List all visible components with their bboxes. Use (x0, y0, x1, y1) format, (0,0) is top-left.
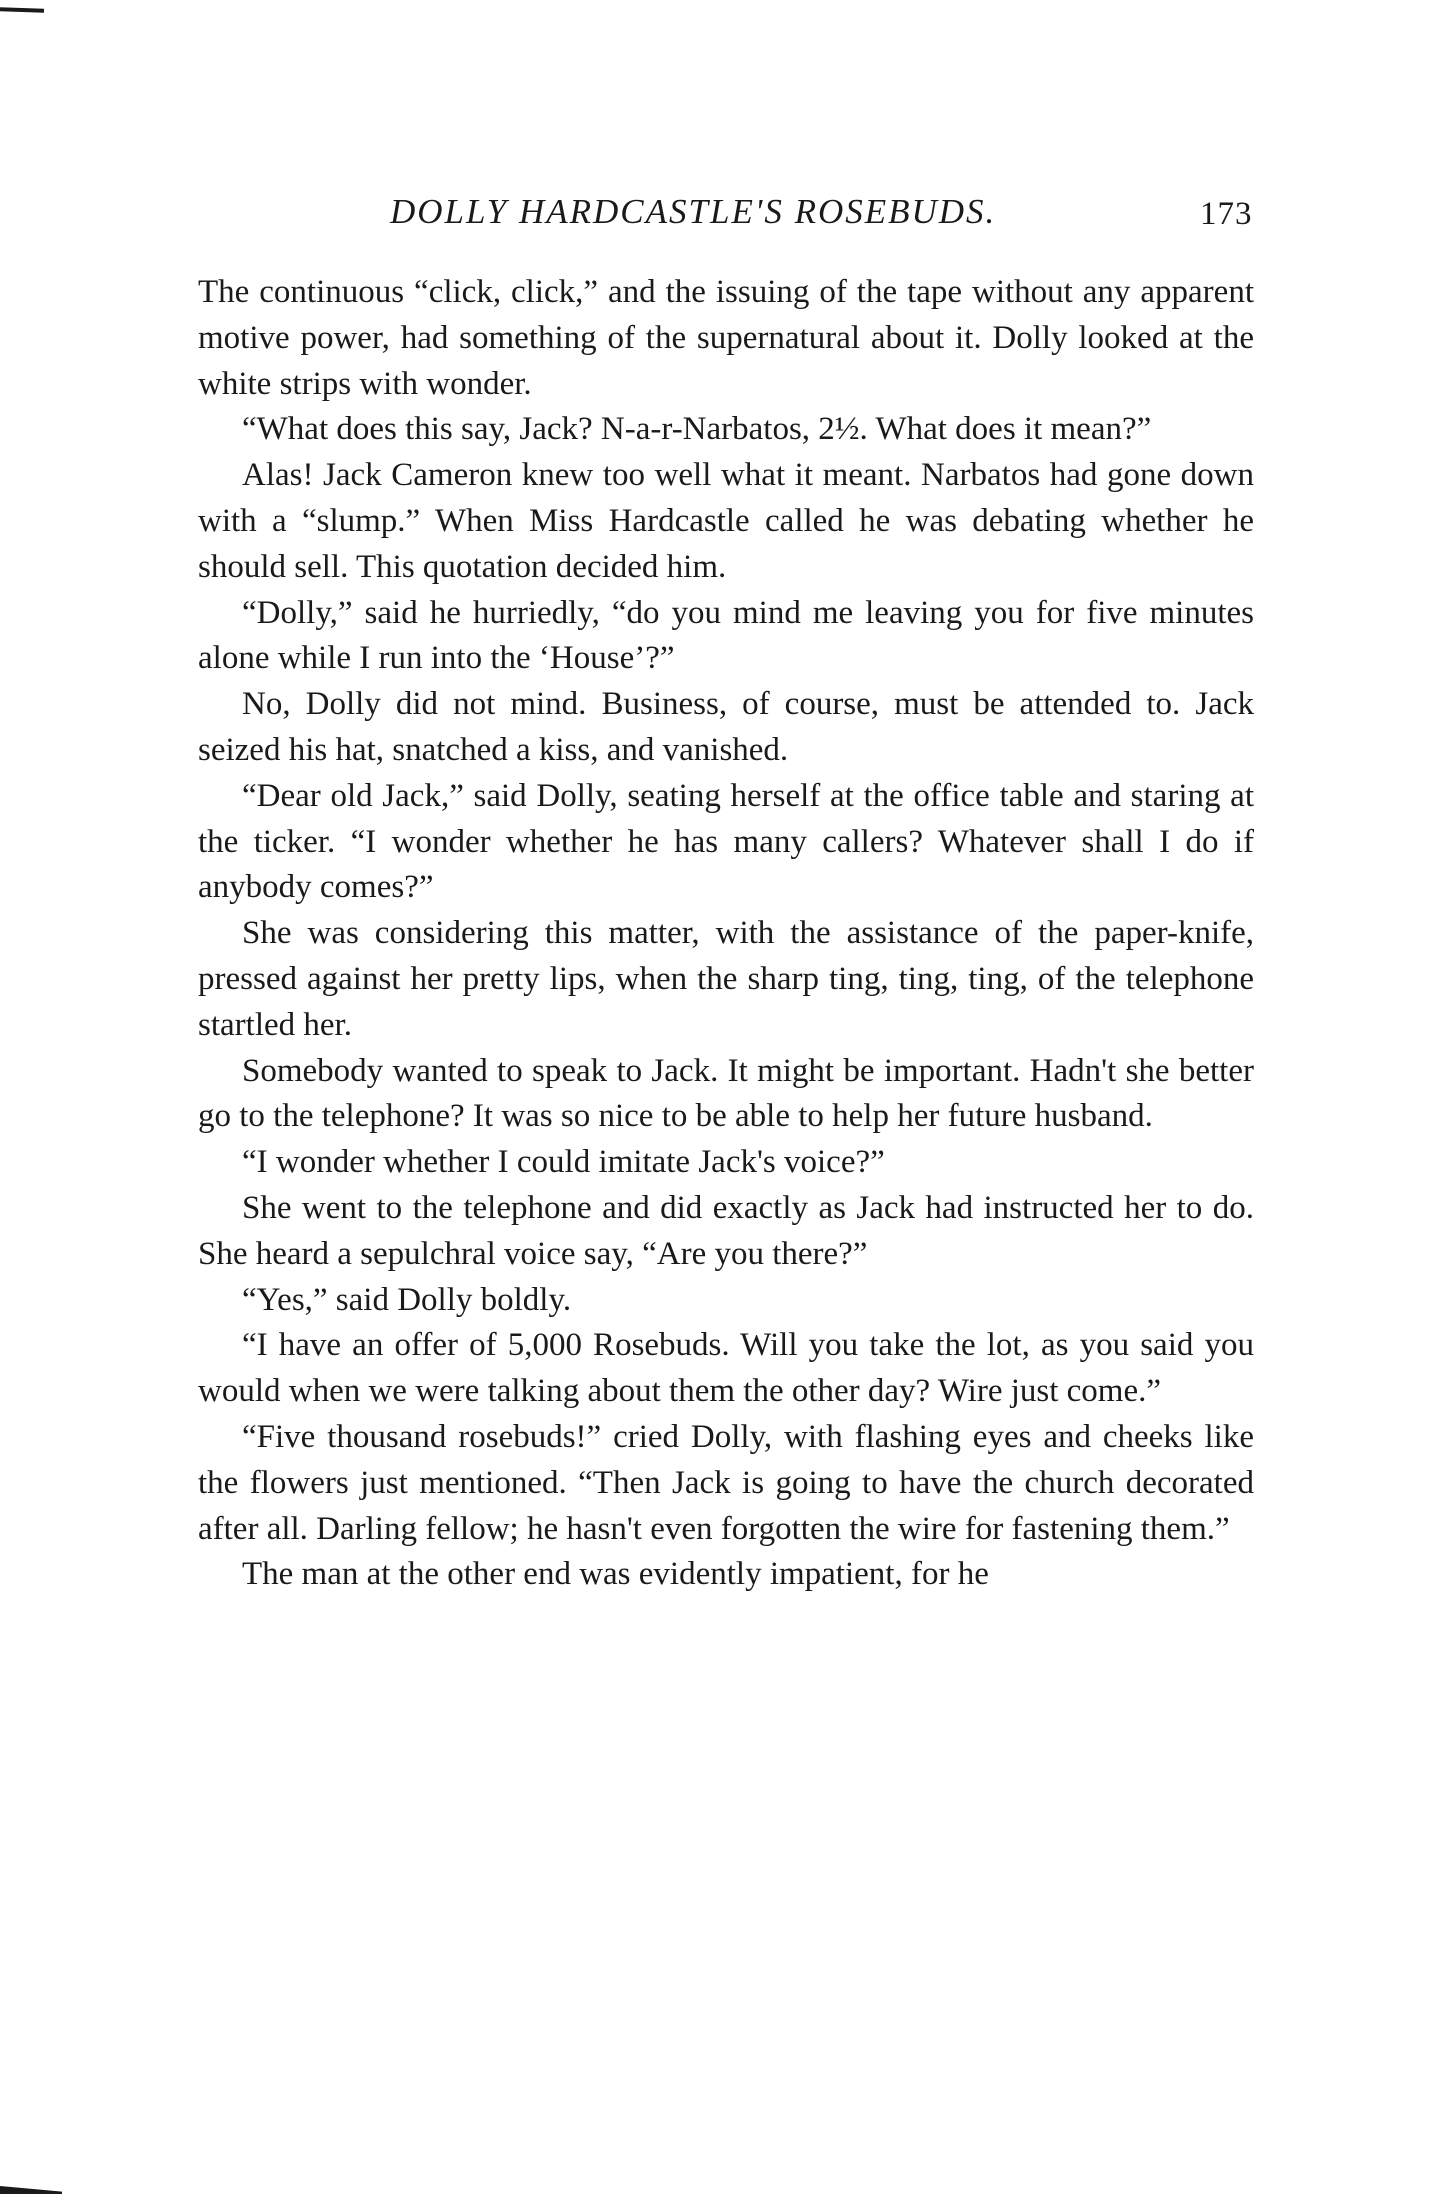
paragraph: “What does this say, Jack? N-a-r-Narbatos, 2½. What does it mean?” (242, 411, 1152, 448)
scan-corner-mark (0, 7, 44, 13)
paragraph: Somebody wanted to speak to Jack. It might be important. Hadn't she better go to the telephone? It was so nice to be able to help her future husband. (198, 1052, 1254, 1135)
paragraph: “I wonder whether I could imitate Jack's voice?” (242, 1144, 885, 1181)
paragraph: No, Dolly did not mind. Business, of course, must be attended to. Jack seized his hat, snatched a kiss, and vanished. (198, 686, 1254, 768)
scan-corner-mark (0, 2186, 62, 2194)
paragraph: The man at the other end was evidently impatient, for he (242, 1556, 989, 1593)
paragraph: The continuous “click, click,” and the issuing of the tape without any apparent motive power, had something of the supernatural about it. Dolly looked at the white strips with wonder. (198, 274, 1254, 402)
paragraph: “Dear old Jack,” said Dolly, seating herself at the office table and staring at the ticker. “I wonder whether he has many callers? Whatever shall I do if anybody comes?” (198, 777, 1254, 906)
paragraph: She was considering this matter, with the assistance of the paper-knife, pressed against her pretty lips, when the sharp ting, ting, ting, of the telephone startled her. (198, 915, 1254, 1043)
paragraph: She went to the telephone and did exactly as Jack had instructed her to do. She heard a sepulchral voice say, “Are you there?” (198, 1189, 1254, 1272)
paragraph: Alas! Jack Cameron knew too well what it meant. Narbatos had gone down with a “slump.” When Miss Hardcastle called he was debating whether he should sell. This quotation decided him. (198, 457, 1254, 585)
paragraph: “Yes,” said Dolly boldly. (242, 1281, 572, 1318)
paragraph: “I have an offer of 5,000 Rosebuds. Will you take the lot, as you said you would when we were talking about them the other day? Wire just come.” (198, 1327, 1254, 1410)
paragraph: “Five thousand rosebuds!” cried Dolly, with flashing eyes and cheeks like the flowers just mentioned. “Then Jack is going to have the church decorated after all. Darling fellow; he hasn't even forgotten the wire for fastening them.” (198, 1418, 1254, 1547)
paragraph: “Dolly,” said he hurriedly, “do you mind me leaving you for five minutes alone while I run into the ‘House’?” (198, 594, 1254, 677)
page-number: 173 (1200, 196, 1253, 232)
running-title: DOLLY HARDCASTLE'S ROSEBUDS. (390, 192, 997, 231)
body-text (198, 270, 1254, 1598)
